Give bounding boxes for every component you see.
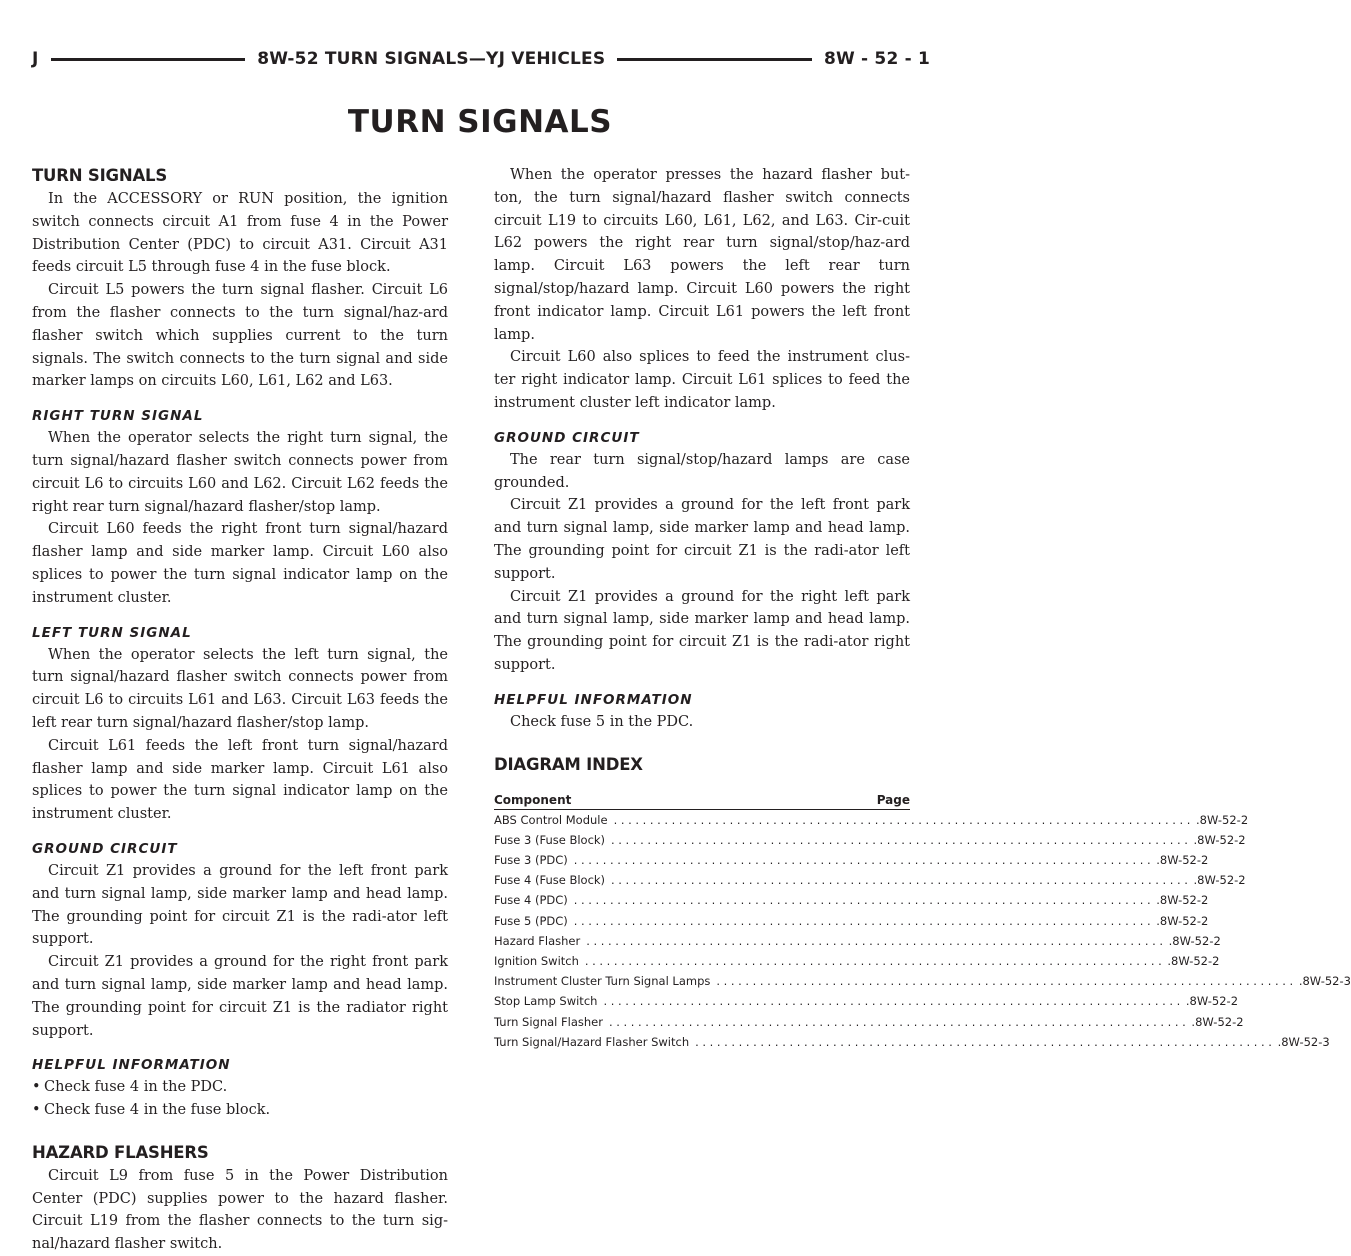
index-row <box>494 991 1239 1011</box>
section-heading-turn-signals: TURN SIGNALS <box>32 166 168 185</box>
paragraph: Check fuse 5 in the PDC. <box>510 713 694 730</box>
paragraph: Circuit Z1 provides a ground for the left front park and turn signal lamp, side marker lamp and head lamp. The grounding point for circuit Z1 is the radi-ator left support. <box>494 497 910 582</box>
index-component: Instrument Cluster Turn Signal Lamps <box>494 974 711 989</box>
paragraph: Circuit Z1 provides a ground for the right front park and turn signal lamp, side marker lamp and head lamp. The grounding point for circuit Z1 is the radiator right support. <box>32 954 448 1039</box>
paragraph: Circuit L60 feeds the right front turn signal/hazard flasher lamp and side marker lamp. Circuit L60 also splices to power the turn signal indicator lamp on the instrument cluster. <box>32 521 448 606</box>
index-page: .8W-52-2 <box>1156 893 1209 908</box>
bullet-item <box>32 1076 448 1099</box>
dot-leader: ................................................................................ <box>586 933 1167 948</box>
bullet-text: Check fuse 4 in the fuse block. <box>44 1102 271 1119</box>
paragraph: When the operator selects the left turn signal, the turn signal/hazard flasher switch connects power from circuit L6 to circuits L61 and L63. Circuit L63 feeds the left rear turn signal/hazard flasher/stop lamp. <box>32 646 448 731</box>
dot-leader: ................................................................................ <box>573 852 1155 867</box>
index-component: Hazard Flasher <box>494 933 581 948</box>
bullet-item <box>32 1099 448 1122</box>
paragraph: Circuit Z1 provides a ground for the left front park and turn signal lamp, side marker lamp and head lamp. The grounding point for circuit Z1 is the radi-ator left support. <box>32 862 448 948</box>
index-row <box>494 971 1351 991</box>
dot-leader: ................................................................................ <box>603 994 1184 1009</box>
paragraph: Circuit L5 powers the turn signal flasher. Circuit L6 from the flasher connects to the turn signal/haz-ard flasher switch which supplies current to the turn signals. The switch connects to the turn signal and side marker lamps on circuits L60, L61, L62 and L63. <box>32 282 448 390</box>
subheading-helpful-information: HELPFUL INFORMATION <box>494 691 693 708</box>
right-column <box>494 164 1351 1052</box>
index-component: Fuse 3 (PDC) <box>494 852 568 867</box>
header-center: 8W-52 TURN SIGNALS—YJ VEHICLES <box>257 49 606 69</box>
index-component: Fuse 5 (PDC) <box>494 913 568 928</box>
header-left: J <box>32 49 39 69</box>
dot-leader: ................................................................................ <box>573 893 1155 908</box>
index-row <box>494 850 1209 870</box>
dot-leader: ................................................................................ <box>611 873 1192 888</box>
subheading-ground-circuit: GROUND CIRCUIT <box>32 840 178 857</box>
dot-leader: ................................................................................ <box>613 812 1195 827</box>
index-page: .8W-52-2 <box>1185 994 1239 1009</box>
bullet-text: Check fuse 4 in the PDC. <box>44 1079 228 1096</box>
subheading-helpful-information: HELPFUL INFORMATION <box>32 1057 231 1074</box>
index-page: .8W-52-2 <box>1191 1014 1244 1029</box>
index-row <box>494 951 1220 971</box>
index-table <box>494 810 1351 1052</box>
paragraph: Circuit L60 also splices to feed the instrument clus-ter right indicator lamp. Circuit L61 splices to feed the instrument cluster left indicator lamp. <box>494 349 910 411</box>
dot-leader: ................................................................................ <box>608 1014 1190 1029</box>
index-row <box>494 1012 1244 1032</box>
index-page: .8W-52-2 <box>1156 913 1209 928</box>
index-page: .8W-52-2 <box>1156 852 1209 867</box>
index-page: .8W-52-3 <box>1277 1034 1330 1049</box>
index-component: Ignition Switch <box>494 953 579 968</box>
paragraph: When the operator selects the right turn signal, the turn signal/hazard flasher switch connects power from circuit L6 to circuits L60 and L62. Circuit L62 feeds the right rear turn signal/hazard flasher/stop lamp. <box>32 430 448 515</box>
subheading-right-turn-signal: RIGHT TURN SIGNAL <box>32 408 204 425</box>
index-component: Turn Signal/Hazard Flasher Switch <box>494 1034 690 1049</box>
index-page: .8W-52-2 <box>1167 953 1220 968</box>
dot-leader: ................................................................................ <box>695 1034 1276 1049</box>
dot-leader: ................................................................................ <box>716 974 1297 989</box>
index-page: .8W-52-3 <box>1298 974 1351 989</box>
index-component: Fuse 4 (Fuse Block) <box>494 873 606 888</box>
index-row <box>494 870 1246 890</box>
paragraph: Circuit Z1 provides a ground for the right left park and turn signal lamp, side marker lamp and head lamp. The grounding point for circuit Z1 is the radi-ator right support. <box>494 588 910 673</box>
index-component: Fuse 3 (Fuse Block) <box>494 832 606 847</box>
section-heading-hazard-flashers: HAZARD FLASHERS <box>32 1142 209 1162</box>
page-header <box>32 44 930 74</box>
section-heading-diagram-index: DIAGRAM INDEX <box>494 754 643 774</box>
paragraph: The rear turn signal/stop/hazard lamps are case grounded. <box>494 451 910 491</box>
page-title: TURN SIGNALS <box>347 104 613 140</box>
dot-leader: ................................................................................ <box>573 913 1155 928</box>
header-right: 8W - 52 - 1 <box>823 49 931 69</box>
header-rule-left <box>51 58 246 61</box>
index-page: .8W-52-2 <box>1196 812 1249 827</box>
index-page: .8W-52-2 <box>1193 832 1246 847</box>
column-header-page: Page <box>876 792 910 807</box>
bullet-glyph: • <box>32 1102 41 1119</box>
paragraph: When the operator presses the hazard flasher but-ton, the turn signal/hazard flasher switch connects circuit L19 to circuits L60, L61, L62, and L63. Cir-cuit L62 powers the right rear turn signal/stop/haz-ard lamp. Circuit L63 powers the left rear turn signal/stop/hazard lamp. Circuit L60 powers the right front indicator lamp. Circuit L61 powers the left front lamp. <box>494 167 910 343</box>
dot-leader: ................................................................................ <box>611 832 1192 847</box>
header-rule-right <box>617 58 812 61</box>
bullet-glyph: • <box>32 1079 41 1096</box>
index-row <box>494 1032 1330 1052</box>
index-row <box>494 911 1209 931</box>
paragraph: Circuit L61 feeds the left front turn signal/hazard flasher lamp and side marker lamp. Circuit L61 also splices to power the turn signal indicator lamp on the instrument cluster. <box>32 737 448 823</box>
column-header-component: Component <box>494 792 572 807</box>
index-table-header <box>494 791 910 810</box>
index-component: Stop Lamp Switch <box>494 994 598 1009</box>
index-page: .8W-52-2 <box>1168 933 1221 948</box>
paragraph: Circuit L9 from fuse 5 in the Power Distribution Center (PDC) supplies power to the hazard flasher. Circuit L19 from the flasher connects to the turn sig-nal/hazard flasher switch. <box>32 1167 448 1253</box>
left-column <box>32 164 448 1256</box>
index-row <box>494 830 1246 850</box>
dot-leader: ................................................................................ <box>584 953 1166 968</box>
paragraph: In the ACCESSORY or RUN position, the ignition switch connects circuit A1 from fuse 4 in the Power Distribution Center (PDC) to circuit A31. Circuit A31 feeds circuit L5 through fuse 4 in the fuse block. <box>32 191 448 276</box>
subheading-ground-circuit: GROUND CIRCUIT <box>494 429 640 446</box>
index-component: Turn Signal Flasher <box>494 1014 603 1029</box>
index-row <box>494 810 1249 830</box>
index-row <box>494 890 1209 910</box>
index-component: ABS Control Module <box>494 812 608 827</box>
subheading-left-turn-signal: LEFT TURN SIGNAL <box>32 624 192 641</box>
index-component: Fuse 4 (PDC) <box>494 893 568 908</box>
index-row <box>494 931 1221 951</box>
index-page: .8W-52-2 <box>1193 873 1246 888</box>
